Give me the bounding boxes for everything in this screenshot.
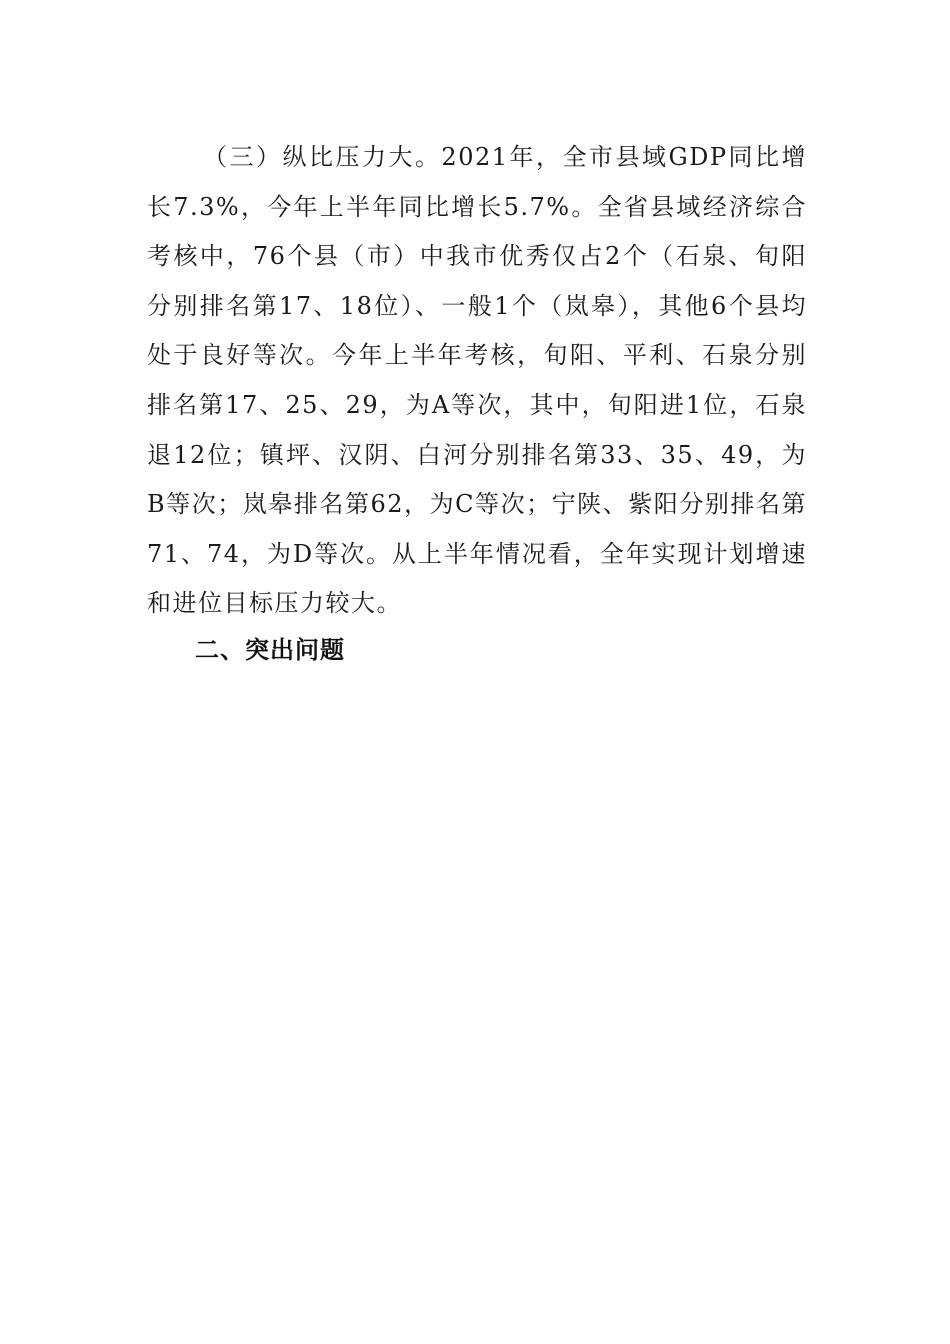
body-paragraph: （三）纵比压力大。2021年，全市县域GDP同比增长7.3%，今年上半年同比增长5.7%。全省县域经济综合考核中，76个县（市）中我市优秀仅占2个（石泉、旬阳分别排名第17、18位）、一般1个（岚皋），其他6个县均处于良好等次。今年上半年考核，旬阳、平利、石泉分别排名第17、25、29，为A等次，其中，旬阳进1位，石泉退12位；镇坪、汉阴、白河分别排名第33、35、49，为B等次；岚皋排名第62，为C等次；宁陕、紫阳分别排名第71、74，为D等次。从上半年情况看，全年实现计划增速和进位目标压力较大。 — [147, 143, 807, 618]
section-heading: 二、突出问题 — [195, 636, 345, 664]
